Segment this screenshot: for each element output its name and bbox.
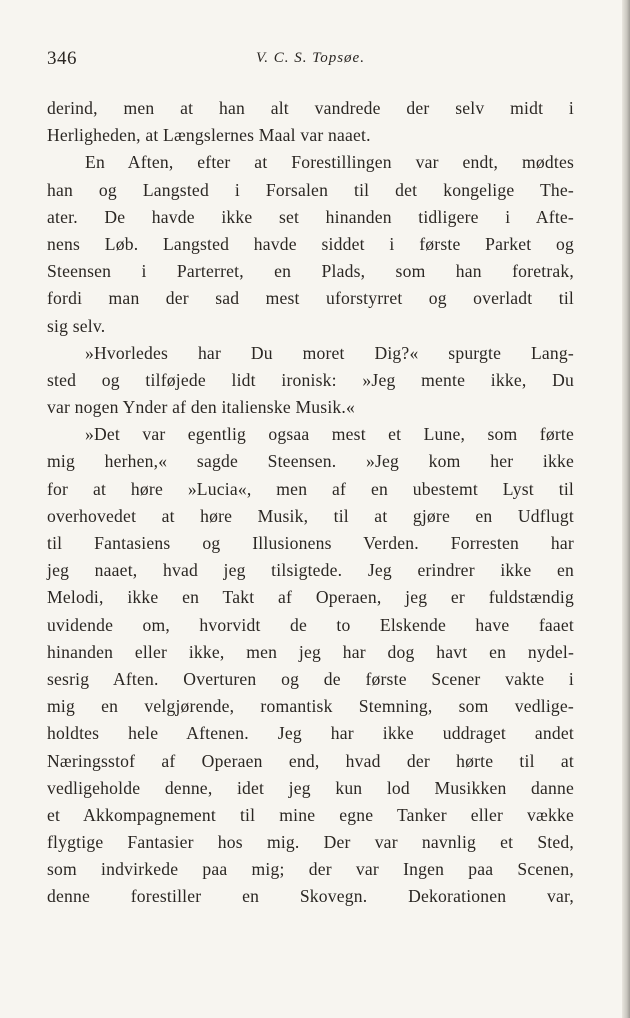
text-line: uvidende om, hvorvidt de to Elskende have faaet (47, 614, 574, 635)
text-line: derind, men at han alt vandrede der selv midt i (47, 98, 574, 118)
text-line: Herligheden, at Længslernes Maal var naaet. (47, 125, 371, 146)
text-line: for at høre »Lucia«, men af en ubestemt Lyst til (47, 478, 574, 499)
page-header (47, 48, 574, 74)
text-line: Steensen i Parterret, en Plads, som han foretrak, (47, 261, 574, 282)
text-line: »Hvorledes har Du moret Dig?« spurgte Lang- (85, 342, 574, 363)
page-number: 346 (47, 48, 77, 69)
text-line: sig selv. (47, 315, 106, 336)
page-edge-shadow (622, 0, 630, 1018)
text-line: En Aften, efter at Forestillingen var endt, mødtes (85, 152, 574, 173)
text-line: mig herhen,« sagde Steensen. »Jeg kom her ikke (47, 451, 574, 472)
text-line: var nogen Ynder af den italienske Musik.« (47, 397, 356, 418)
text-line: holdtes hele Aftenen. Jeg har ikke uddraget andet (47, 723, 574, 744)
text-line: jeg naaet, hvad jeg tilsigtede. Jeg erindrer ikke en (47, 560, 574, 581)
text-line: flygtige Fantasier hos mig. Der var navnlig et Sted, (47, 832, 574, 853)
text-line: overhovedet at høre Musik, til at gjøre en Udflugt (47, 505, 574, 526)
text-line: vedligeholde denne, idet jeg kun lod Musikken danne (47, 777, 574, 798)
text-line: nens Løb. Langsted havde siddet i første Parket og (47, 233, 574, 254)
text-line: han og Langsted i Forsalen til det kongelige The- (47, 179, 574, 200)
running-head: V. C. S. Topsøe. (256, 50, 365, 66)
text-line: hinanden eller ikke, men jeg har dog havt en nydel- (47, 641, 574, 662)
text-line: sesrig Aften. Overturen og de første Scener vakte i (47, 668, 574, 689)
text-line: Næringsstof af Operaen end, hvad der hørte til at (47, 750, 574, 771)
text-line: Melodi, ikke en Takt af Operaen, jeg er fuldstændig (47, 587, 574, 608)
text-line: ater. De havde ikke set hinanden tidligere i Afte- (47, 206, 574, 227)
text-line: mig en velgjørende, romantisk Stemning, som vedlige- (47, 696, 574, 717)
text-line: sted og tilføjede lidt ironisk: »Jeg mente ikke, Du (47, 369, 574, 390)
text-line: et Akkompagnement til mine egne Tanker eller vække (47, 804, 574, 825)
text-line: fordi man der sad mest uforstyrret og overladt til (47, 288, 574, 309)
text-line: »Det var egentlig ogsaa mest et Lune, som førte (85, 424, 574, 445)
body-text (47, 95, 574, 911)
text-line: som indvirkede paa mig; der var Ingen paa Scenen, (47, 859, 574, 880)
text-line: denne forestiller en Skovegn. Dekorationen var, (47, 886, 574, 907)
text-line: til Fantasiens og Illusionens Verden. Forresten har (47, 533, 574, 553)
